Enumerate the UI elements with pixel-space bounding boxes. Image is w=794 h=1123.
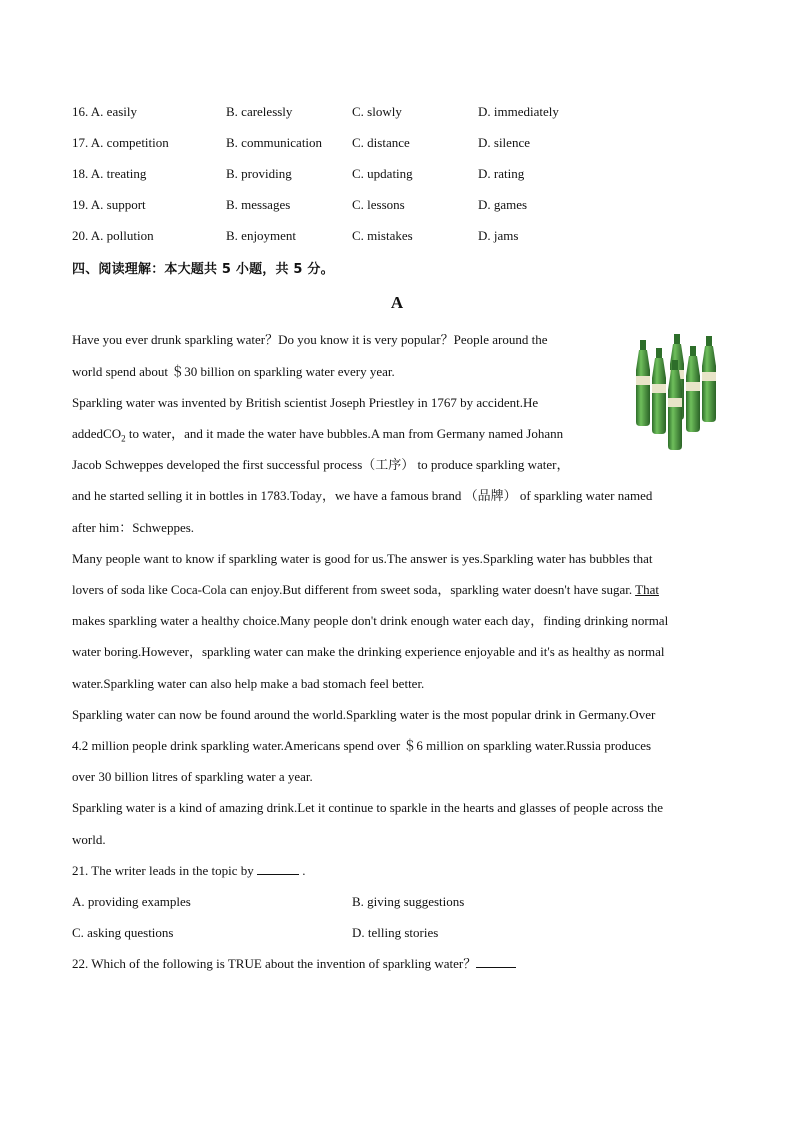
option-a: 18. A. treating <box>72 166 147 181</box>
option-b: B. communication <box>226 135 323 150</box>
underlined-word: That <box>635 582 659 597</box>
passage-line: water boring.However，sparkling water can make the drinking experience enjoyable and it's as healthy as normal <box>72 644 665 659</box>
answer-blank[interactable] <box>476 955 516 968</box>
option-c: C. distance <box>352 135 410 150</box>
question-21-stem <box>72 861 305 881</box>
option-d: D. silence <box>478 135 530 150</box>
question-text: 22. Which of the following is TRUE about the invention of sparkling water？ <box>72 956 477 971</box>
option-row-20 <box>72 226 712 246</box>
passage-line: after him：Schweppes. <box>72 520 195 535</box>
passage-line: Sparkling water is a kind of amazing drink.Let it continue to sparkle in the hearts and glasses of people across the <box>72 800 663 815</box>
passage-line <box>72 424 563 444</box>
text-segment: lovers of soda like Coca-Cola can enjoy.But different from sweet soda，sparkling water doesn't have sugar. <box>72 582 636 597</box>
passage-line: Have you ever drunk sparkling water？Do you know it is very popular？People around the <box>72 332 548 347</box>
passage-line: world. <box>72 832 106 847</box>
passage-title: A <box>390 293 404 312</box>
option-row-18 <box>72 164 712 184</box>
option-a: 19. A. support <box>72 197 146 212</box>
passage-line: and he started selling it in bottles in 1783.Today，we have a famous brand （品牌） of sparkling water named <box>72 488 653 503</box>
option-d: D. games <box>478 197 528 212</box>
section-heading: 四、阅读理解：本大题共 5 小题，共 5 分。 <box>72 262 334 277</box>
passage-line: Jacob Schweppes developed the first successful process（工序） to produce sparkling water， <box>72 457 570 472</box>
option-d: D. immediately <box>478 104 559 119</box>
passage-line: makes sparkling water a healthy choice.Many people don't drink enough water each day，finding drinking normal <box>72 613 669 628</box>
option-row-19 <box>72 195 712 215</box>
passage-line: Many people want to know if sparkling water is good for us.The answer is yes.Sparkling water has bubbles that <box>72 551 653 566</box>
passage-line: 4.2 million people drink sparkling water.Americans spend over ＄6 million on sparkling water.Russia produces <box>72 738 652 753</box>
text-segment: to water，and it made the water have bubbles.A man from Germany named Johann <box>125 426 564 441</box>
option-c: C. lessons <box>352 197 405 212</box>
passage-line: Sparkling water can now be found around the world.Sparkling water is the most popular drink in Germany.Over <box>72 707 656 722</box>
option-b: B. carelessly <box>226 104 293 119</box>
passage-line <box>72 580 659 600</box>
question-21-option-c[interactable]: C. asking questions <box>72 925 174 940</box>
question-21-option-a[interactable]: A. providing examples <box>72 894 191 909</box>
option-a: 20. A. pollution <box>72 228 154 243</box>
option-c: C. slowly <box>352 104 402 119</box>
option-a: 17. A. competition <box>72 135 169 150</box>
option-row-17 <box>72 133 712 153</box>
question-22-stem <box>72 954 516 974</box>
text-segment: addedCO <box>72 426 122 441</box>
question-21-option-d[interactable]: D. telling stories <box>352 925 439 940</box>
passage-line: Sparkling water was invented by British scientist Joseph Priestley in 1767 by accident.He <box>72 395 539 410</box>
sparkling-water-bottles-image <box>630 330 720 452</box>
option-c: C. mistakes <box>352 228 413 243</box>
passage-line: water.Sparkling water can also help make a bad stomach feel better. <box>72 676 425 691</box>
question-21-option-b[interactable]: B. giving suggestions <box>352 894 465 909</box>
option-row-16 <box>72 102 712 122</box>
option-c: C. updating <box>352 166 413 181</box>
passage-line: over 30 billion litres of sparkling water a year. <box>72 769 313 784</box>
question-text-end: . <box>298 863 306 878</box>
question-text: 21. The writer leads in the topic by <box>72 863 257 878</box>
subscript: 2 <box>121 433 126 444</box>
option-b: B. enjoyment <box>226 228 297 243</box>
bottles-illustration <box>630 330 720 452</box>
option-b: B. providing <box>226 166 292 181</box>
passage-line: world spend about ＄30 billion on sparkling water every year. <box>72 364 395 379</box>
option-d: D. jams <box>478 228 519 243</box>
answer-blank[interactable] <box>257 862 299 875</box>
option-a: 16. A. easily <box>72 104 137 119</box>
option-b: B. messages <box>226 197 291 212</box>
option-d: D. rating <box>478 166 525 181</box>
